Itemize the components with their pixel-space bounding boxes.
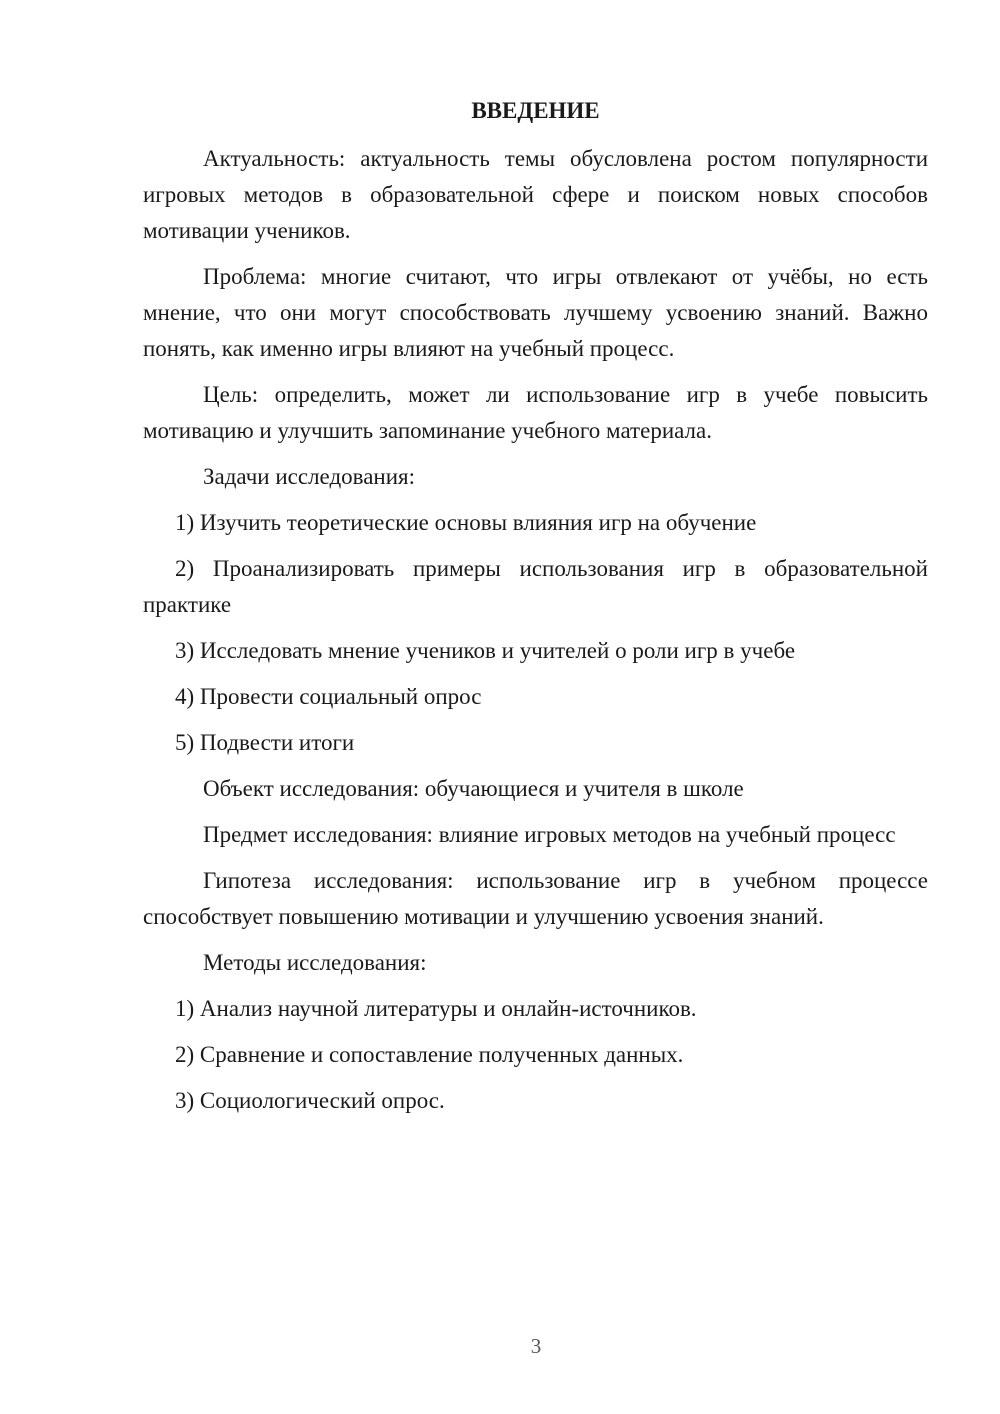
page-number: 3 xyxy=(530,1334,542,1358)
paragraph-goal: Цель: определить, может ли использование игр в учебе повысить мотивацию и улучшить запоминание учебного материала. xyxy=(143,382,928,443)
methods-heading: Методы исследования: xyxy=(203,950,427,975)
method-item: 2) Сравнение и сопоставление полученных данных. xyxy=(175,1042,684,1067)
task-item: 1) Изучить теоретические основы влияния игр на обучение xyxy=(175,510,757,535)
method-item: 3) Социологический опрос. xyxy=(175,1088,445,1113)
method-item: 1) Анализ научной литературы и онлайн-источников. xyxy=(175,996,697,1021)
tasks-heading: Задачи исследования: xyxy=(203,464,416,489)
paragraph-subject: Предмет исследования: влияние игровых методов на учебный процесс xyxy=(203,822,896,847)
paragraph-hypothesis: Гипотеза исследования: использование игр в учебном процессе способствует повышению мотивации и улучшению усвоения знаний. xyxy=(143,868,928,929)
task-item: 4) Провести социальный опрос xyxy=(175,684,482,709)
paragraph-object: Объект исследования: обучающиеся и учителя в школе xyxy=(203,776,744,801)
section-heading: ВВЕДЕНИЕ xyxy=(471,98,600,123)
page-content xyxy=(143,141,928,1119)
task-item: 2) Проанализировать примеры использования игр в образовательной практике xyxy=(143,556,928,617)
paragraph-problem: Проблема: многие считают, что игры отвлекают от учёбы, но есть мнение, что они могут способствовать лучшему усвоению знаний. Важно понять, как именно игры влияют на учебный процесс. xyxy=(143,264,928,361)
paragraph-relevance: Актуальность: актуальность темы обусловлена ростом популярности игровых методов в образовательной сфере и поиском новых способов мотивации учеников. xyxy=(143,146,928,243)
task-item: 5) Подвести итоги xyxy=(175,730,355,755)
task-item: 3) Исследовать мнение учеников и учителей о роли игр в учебе xyxy=(175,638,796,663)
